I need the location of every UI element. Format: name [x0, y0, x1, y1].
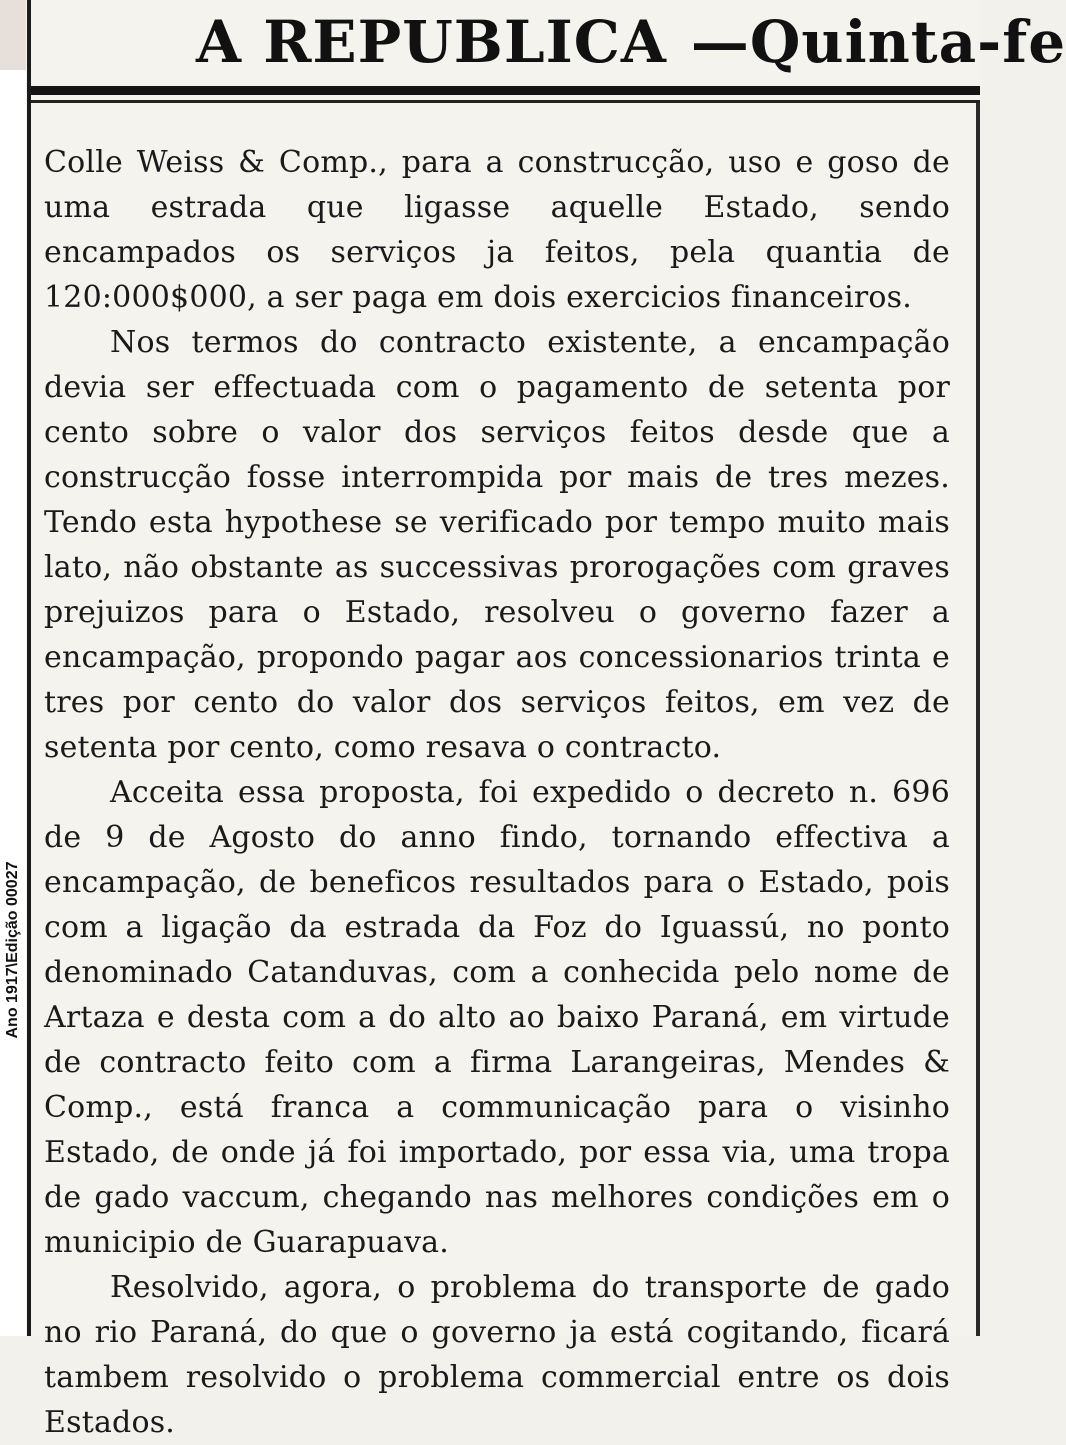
page-right-border: [976, 103, 980, 1336]
article-paragraph: Nos termos do contracto existente, a encampação devia ser effectuada com o pagamento de setenta por cento sobre o valor dos serviços feitos desde que a construcção fosse interrompida por mais de tres mezes. Tendo esta hypothese se verificado por tempo muito mais lato, não obstante as successivas prorogações com graves prejuizos para o Estado, resolveu o governo fazer a encampação, propondo pagar aos concessionarios trinta e tres por cento do valor dos serviços feitos, em vez de setenta por cento, como resava o contracto.: [44, 325, 950, 765]
masthead-rule-thick: [31, 86, 980, 95]
masthead-rule-thin: [31, 100, 980, 103]
page-left-border: [27, 0, 31, 1336]
masthead-separator: —: [690, 8, 750, 76]
edition-caption: [0, 830, 26, 1070]
article-paragraph: Colle Weiss & Comp., para a construcção, uso e goso de uma estrada que ligasse aquelle Estado, sendo encampados os serviços ja feitos, pela quantia de 120:000$000, a ser paga em dois exercicios financeiros.: [44, 145, 950, 315]
newspaper-name: A REPUBLICA: [196, 8, 667, 76]
article-body: [44, 140, 950, 1440]
masthead: [31, 0, 1066, 86]
masthead-title: [196, 8, 1066, 76]
article-paragraph: Acceita essa proposta, foi expedido o decreto n. 696 de 9 de Agosto do anno findo, tornando effectiva a encampação, de beneficos resultados para o Estado, pois com a ligação da estrada da Foz do Iguassú, no ponto denominado Catanduvas, com a conhecida pelo nome de Artaza e desta com a do alto ao baixo Paraná, em virtude de contracto feito com a firma Larangeiras, Mendes & Comp., está franca a communicação para o visinho Estado, de onde já foi importado, por essa via, uma tropa de gado vaccum, chegando nas melhores condições em o municipio de Guarapuava.: [44, 775, 950, 1260]
edition-caption-text: Ano 1917\Edição 00027: [4, 861, 21, 1039]
article-paragraph: Resolvido, agora, o problema do transporte de gado no rio Paraná, do que o governo ja está cogitando, ficará tambem resolvido o problema commercial entre os dois Estados.: [44, 1270, 950, 1440]
margin-strip: [0, 0, 26, 1336]
masthead-day: Quinta-fe: [749, 8, 1066, 76]
margin-shade: [0, 0, 26, 70]
